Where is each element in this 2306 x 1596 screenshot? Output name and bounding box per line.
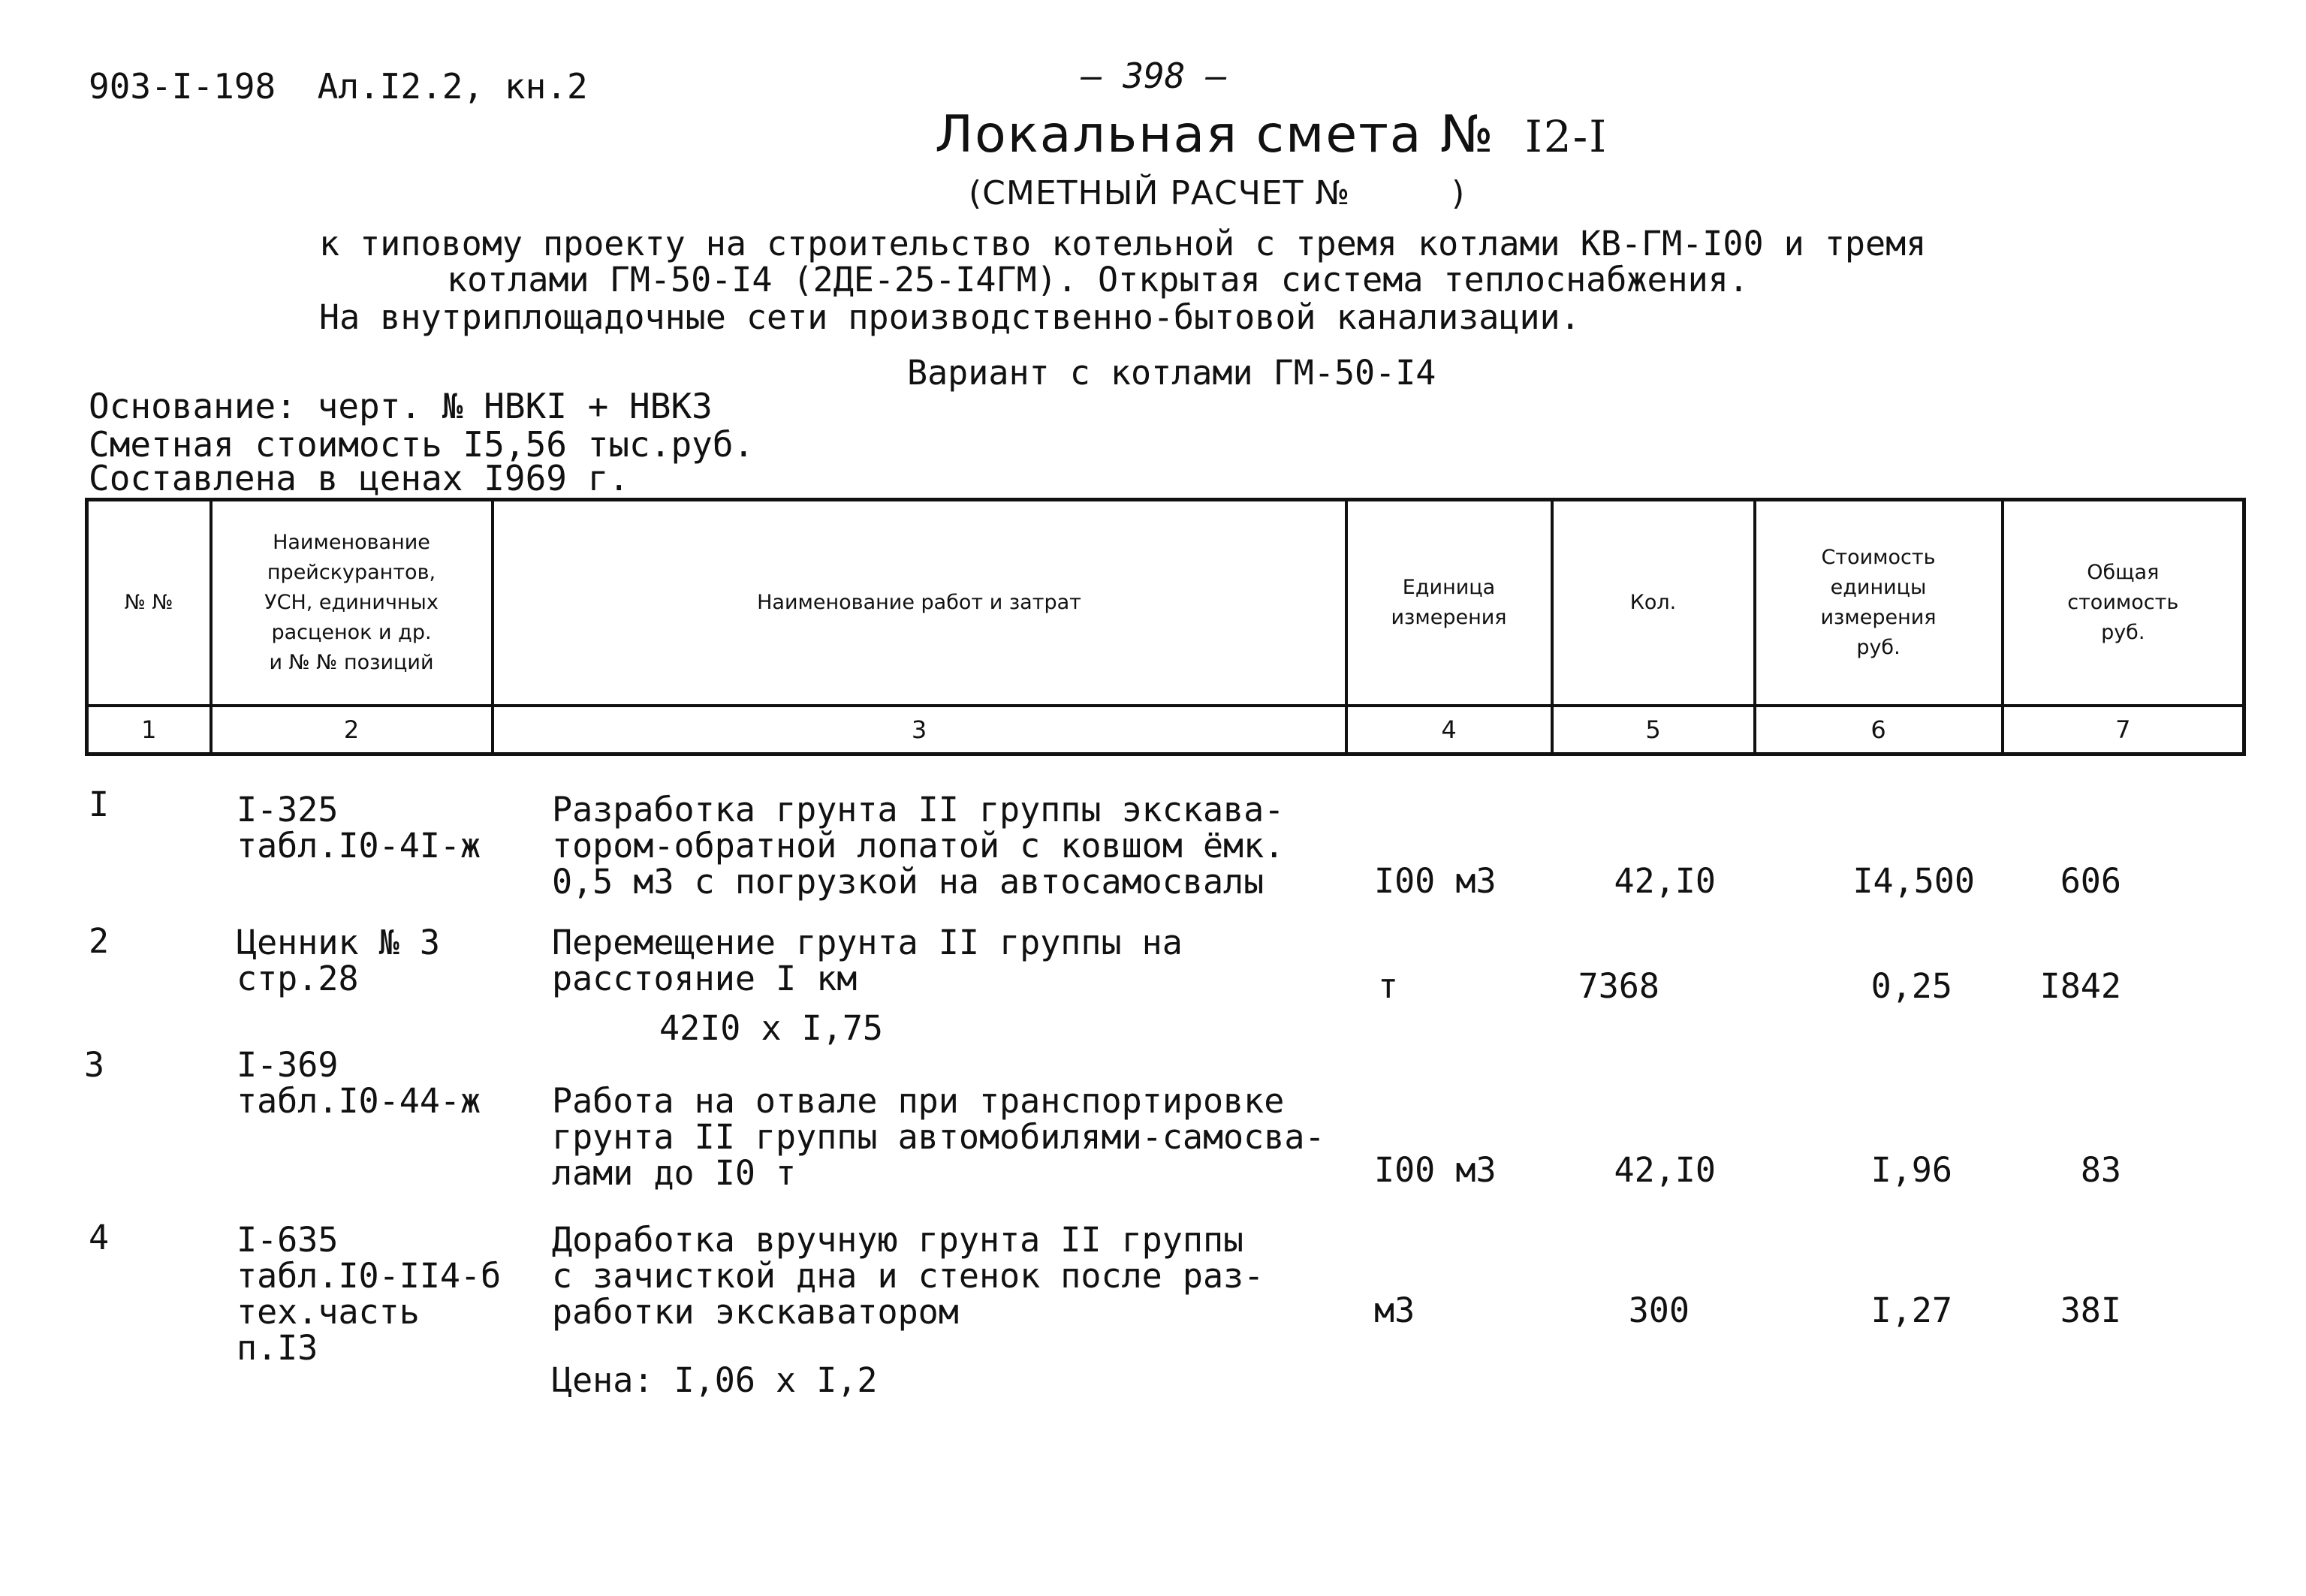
variant-label: Вариант с котлами ГМ-50-I4 <box>907 353 1436 393</box>
col-header-reference: Наименование прейскурантов, УСН, единичных расценок и др. и № № позиций <box>211 500 493 706</box>
title-text: Локальная смета № <box>935 105 1495 164</box>
row-1-quantity: 42,I0 <box>1614 861 1716 901</box>
row-4-price-note: Цена: I,06 х I,2 <box>552 1360 878 1400</box>
row-2-unit-cost: 0,25 <box>1870 966 1952 1006</box>
col-header-number: № № <box>87 500 211 706</box>
col-header-work-name: Наименование работ и затрат <box>493 500 1346 706</box>
estimate-table-header <box>85 498 2246 756</box>
row-2-work: Перемещение грунта II группы на расстояние I км <box>552 923 1183 998</box>
document-code: 903-I-198 Ал.I2.2, кн.2 <box>89 66 588 107</box>
row-3-reference: I-369 табл.I0-44-ж <box>237 1045 481 1121</box>
page-subtitle: (СМЕТНЫЙ РАСЧЕТ № ) <box>969 174 1466 212</box>
row-1-total: 606 <box>2060 861 2121 901</box>
row-2-reference: Ценник № 3 стр.28 <box>237 923 440 998</box>
row-4-unit-cost: I,27 <box>1870 1290 1952 1330</box>
col-header-total-cost: Общая стоимость руб. <box>2003 500 2244 706</box>
col-number-7: 7 <box>2003 706 2244 754</box>
col-header-quantity: Кол. <box>1552 500 1755 706</box>
row-4-work: Доработка вручную грунта II группы с зачисткой дна и стенок после раз- работки экскаватором <box>552 1220 1265 1332</box>
col-header-unit-cost: Стоимость единицы измерения руб. <box>1755 500 2003 706</box>
row-1-unit-cost: I4,500 <box>1852 861 1975 901</box>
row-3-number: 3 <box>84 1045 105 1085</box>
row-4-unit: м3 <box>1374 1290 1415 1330</box>
description-line-2: котлами ГМ-50-I4 (2ДЕ-25-I4ГМ). Открытая система теплоснабжения. <box>447 260 1749 300</box>
page-number: — 398 — <box>1081 56 1227 96</box>
estimated-cost-line: Сметная стоимость I5,56 тыс.руб. <box>89 424 755 465</box>
col-number-1: 1 <box>87 706 211 754</box>
col-number-3: 3 <box>493 706 1346 754</box>
col-number-6: 6 <box>1755 706 2003 754</box>
description-line-1: к типовому проекту на строительство котельной с тремя котлами КВ-ГМ-I00 и тремя <box>319 224 1927 263</box>
row-3-unit: I00 м3 <box>1374 1150 1497 1190</box>
row-3-quantity: 42,I0 <box>1614 1150 1716 1190</box>
row-4-quantity: 300 <box>1628 1290 1690 1330</box>
row-4-total: 38I <box>2060 1290 2121 1330</box>
row-3-total: 83 <box>2080 1150 2121 1190</box>
row-4-reference: I-635 табл.I0-II4-б тех.часть п.I3 <box>237 1220 502 1368</box>
row-1-number: I <box>89 784 110 824</box>
row-1-reference: I-325 табл.I0-4I-ж <box>237 790 481 866</box>
row-2-total: I842 <box>2039 966 2121 1006</box>
row-1-work: Разработка грунта II группы экскава- тором-обратной лопатой с ковшом ёмк. 0,5 м3 с погрузкой на автосамосвалы <box>552 790 1285 902</box>
row-3-work: Работа на отвале при транспортировке грунта II группы автомобилями-самосва- лами до I0 т <box>552 1081 1325 1193</box>
title-number: I2-I <box>1524 111 1608 162</box>
row-1-unit: I00 м3 <box>1374 861 1497 901</box>
col-number-5: 5 <box>1552 706 1755 754</box>
row-2-unit: т <box>1378 966 1399 1006</box>
description-line-3: На внутриплощадочные сети производственно-бытовой канализации. <box>319 297 1581 337</box>
col-header-unit: Единица измерения <box>1346 500 1552 706</box>
row-3-unit-cost: I,96 <box>1870 1150 1952 1190</box>
row-2-number: 2 <box>89 921 110 961</box>
row-2-quantity: 7368 <box>1578 966 1659 1006</box>
col-number-4: 4 <box>1346 706 1552 754</box>
row-4-number: 4 <box>89 1218 110 1257</box>
col-number-2: 2 <box>211 706 493 754</box>
page-title <box>935 105 1608 164</box>
row-2-calculation: 42I0 х I,75 <box>659 1008 884 1048</box>
basis-line: Основание: черт. № НВКI + НВКЗ <box>89 386 713 426</box>
price-year-line: Составлена в ценах I969 г. <box>89 458 630 498</box>
